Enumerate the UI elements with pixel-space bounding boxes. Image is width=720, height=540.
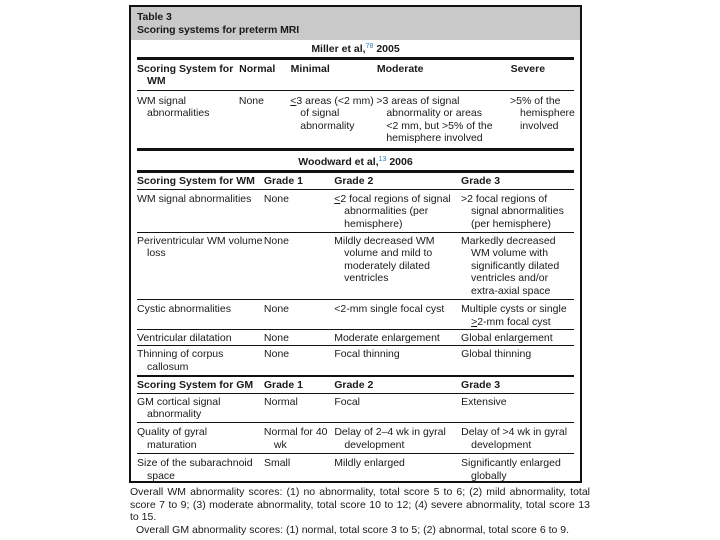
woodward-wm-header-row bbox=[137, 173, 574, 188]
cell-grade2: Delay of 2–4 wk in gyral development bbox=[334, 426, 446, 451]
cell-grade3-line2 bbox=[461, 316, 574, 328]
miller-author: Miller et al, bbox=[311, 43, 366, 55]
header-cell: Scoring System for WM bbox=[137, 175, 255, 188]
cell-grade3: Global enlargement bbox=[461, 331, 553, 344]
cell-grade3: Markedly decreased WM volume with significantly dilated ventricles and/or extra-axial space bbox=[461, 235, 560, 297]
wm-score-note: Overall WM abnormality scores: (1) no abnormality, total score 5 to 6; (2) mild abnormality, total score 7 to 9; (3) moderate abnormality, total score 10 to 12; (4) severe abnormality, total score 13 to 15. bbox=[130, 486, 590, 524]
cell-grade1: None bbox=[263, 235, 289, 248]
table-row bbox=[137, 394, 574, 423]
row-label: Quality of gyral maturation bbox=[137, 426, 208, 451]
cell-grade1: Normal bbox=[264, 395, 298, 408]
cell-minimal-text: 3 areas (<2 mm) of signal abnormality bbox=[296, 94, 374, 132]
row-label: WM signal abnormalities bbox=[137, 192, 252, 205]
row-label: Periventricular WM volume loss bbox=[137, 235, 263, 260]
table-row bbox=[137, 423, 574, 453]
cell-grade2: Moderate enlargement bbox=[334, 331, 440, 344]
table-footnotes bbox=[130, 486, 590, 537]
woodward-gm-header-row bbox=[137, 377, 574, 392]
cell-grade2: <2-mm single focal cyst bbox=[334, 303, 445, 316]
cell-grade3 bbox=[461, 303, 574, 328]
scoring-table bbox=[129, 5, 582, 483]
table-row bbox=[137, 190, 574, 232]
miller-reference-link[interactable]: 78 bbox=[365, 43, 374, 50]
header-cell: Scoring System for GM bbox=[137, 379, 254, 392]
cell-grade1: Small bbox=[263, 457, 291, 470]
cell-moderate: >3 areas of signal abnormality or areas <2 mm, but >5% of the hemisphere involved bbox=[376, 94, 493, 145]
row-label: GM cortical signal abnormality bbox=[137, 395, 221, 420]
cell-grade1: None bbox=[263, 192, 289, 205]
woodward-author: Woodward et al, bbox=[298, 156, 379, 169]
table-title: Scoring systems for preterm MRI bbox=[137, 24, 300, 36]
table-row bbox=[137, 346, 574, 375]
header-cell: Grade 2 bbox=[334, 379, 374, 392]
cell-grade3: Global thinning bbox=[461, 348, 532, 361]
cell-grade2 bbox=[334, 193, 461, 230]
cell-grade3: Delay of >4 wk in gyral development bbox=[461, 426, 568, 451]
row-label: Thinning of corpus callosum bbox=[137, 348, 224, 373]
table-row bbox=[137, 233, 574, 299]
cell-normal: None bbox=[238, 94, 264, 107]
geq-symbol: > bbox=[471, 315, 478, 328]
cell-minimal bbox=[290, 95, 376, 145]
header-cell: Grade 1 bbox=[263, 379, 303, 392]
header-cell: Moderate bbox=[376, 63, 424, 75]
table-row bbox=[137, 454, 574, 484]
cell-grade1: None bbox=[263, 303, 290, 316]
cell-grade2: Focal thinning bbox=[334, 348, 400, 361]
cell-grade3-line1: Multiple cysts or single bbox=[461, 303, 567, 316]
cell-grade1: None bbox=[263, 331, 289, 344]
header-cell: Severe bbox=[510, 63, 546, 75]
miller-header-row bbox=[137, 60, 574, 90]
leq-symbol: < bbox=[334, 192, 341, 205]
table-caption bbox=[131, 7, 580, 40]
header-cell: Grade 1 bbox=[263, 175, 303, 188]
row-label: WM signal abnormalities bbox=[137, 94, 210, 120]
table-row bbox=[137, 330, 574, 345]
cell-grade3: Significantly enlarged globally bbox=[461, 457, 561, 482]
cell-severe: >5% of the hemisphere involved bbox=[510, 94, 575, 132]
cell-grade2: Mildly enlarged bbox=[334, 457, 405, 470]
cell-grade3: >2 focal regions of signal abnormalities (per hemisphere) bbox=[461, 192, 564, 230]
woodward-study-title bbox=[137, 151, 574, 170]
cell-grade2: Mildly decreased WM volume and mild to moderately dilated ventricles bbox=[334, 235, 435, 285]
gm-score-note: Overall GM abnormality scores: (1) normal, total score 3 to 5; (2) abnormal, total score 6 to 9. bbox=[136, 524, 570, 537]
cell-grade2-text: 2 focal regions of signal abnormalities (per hemisphere) bbox=[340, 192, 451, 230]
row-label: Cystic abnormalities bbox=[137, 303, 231, 316]
cell-grade2: Focal bbox=[334, 395, 361, 408]
header-cell: Grade 3 bbox=[461, 379, 501, 392]
table-row bbox=[137, 91, 574, 147]
header-cell: Grade 2 bbox=[334, 175, 374, 188]
header-cell: Minimal bbox=[290, 63, 330, 75]
woodward-year: 2006 bbox=[389, 156, 413, 169]
miller-study-title bbox=[137, 40, 574, 57]
header-cell: Grade 3 bbox=[461, 175, 501, 188]
cell-grade3-text: 2-mm focal cyst bbox=[477, 315, 551, 328]
header-cell: Scoring System for WM bbox=[137, 63, 234, 88]
row-label: Ventricular dilatation bbox=[137, 331, 232, 344]
cell-grade1: None bbox=[264, 348, 290, 361]
header-cell: Normal bbox=[239, 63, 276, 75]
miller-year: 2005 bbox=[376, 43, 400, 55]
cell-grade1: Normal for 40 wk bbox=[263, 426, 328, 451]
leq-symbol: < bbox=[290, 94, 297, 107]
table-row bbox=[137, 300, 574, 329]
cell-grade3: Extensive bbox=[461, 395, 507, 408]
woodward-reference-link[interactable]: 13 bbox=[378, 156, 387, 164]
row-label: Size of the subarachnoid space bbox=[137, 457, 253, 482]
table-label: Table 3 bbox=[137, 11, 172, 23]
